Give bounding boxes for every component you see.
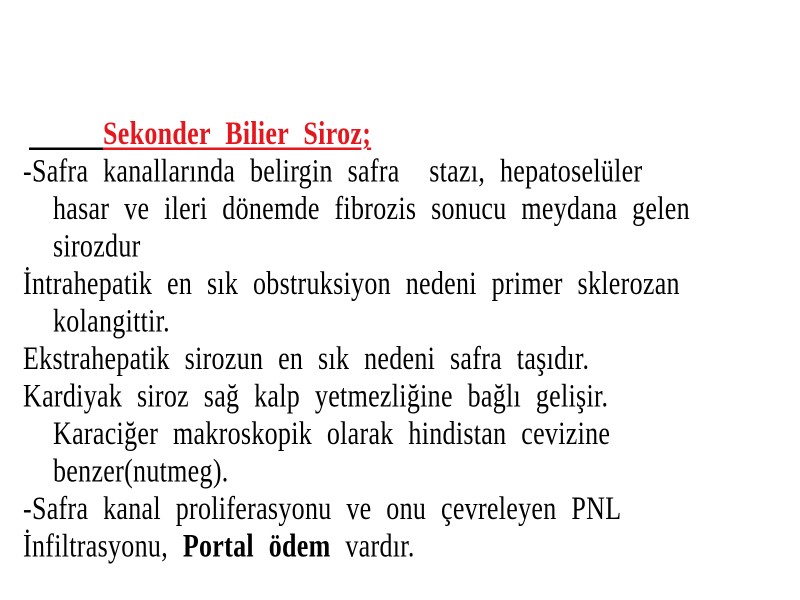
text-line-2: hasar ve ileri dönemde fibrozis sonucu meydana gelen — [53, 190, 690, 227]
text-line-8: Karaciğer makroskopik olarak hindistan cevizine — [53, 415, 611, 452]
text-line-9: benzer(nutmeg). — [53, 452, 229, 489]
text-line-3: sirozdur — [53, 227, 141, 264]
text-line-7: Kardiyak siroz sağ kalp yetmezliğine bağlı gelişir. — [23, 377, 609, 414]
text-line-10: -Safra kanal proliferasyonu ve onu çevreleyen PNL — [23, 490, 622, 527]
text-line-4: İntrahepatik en sık obstruksiyon nedeni primer sklerozan — [23, 265, 680, 302]
text-line-6: Ekstrahepatik sirozun en sık nedeni safra taşıdır. — [23, 340, 590, 377]
slide-title-line — [23, 115, 763, 153]
slide-text-block — [23, 115, 763, 565]
slide-title: Sekonder Bilier Siroz; — [103, 115, 372, 152]
title-underline-prefix — [29, 115, 103, 151]
text-line-11 — [23, 528, 763, 566]
text-segment: vardır. — [330, 527, 415, 564]
text-segment: İnfiltrasyonu, — [23, 527, 183, 564]
text-segment-bold: Portal ödem — [182, 527, 331, 564]
text-line-5: kolangittir. — [53, 302, 170, 339]
text-line-1: -Safra kanallarında belirgin safra stazı, hepatoselüler — [23, 152, 643, 189]
